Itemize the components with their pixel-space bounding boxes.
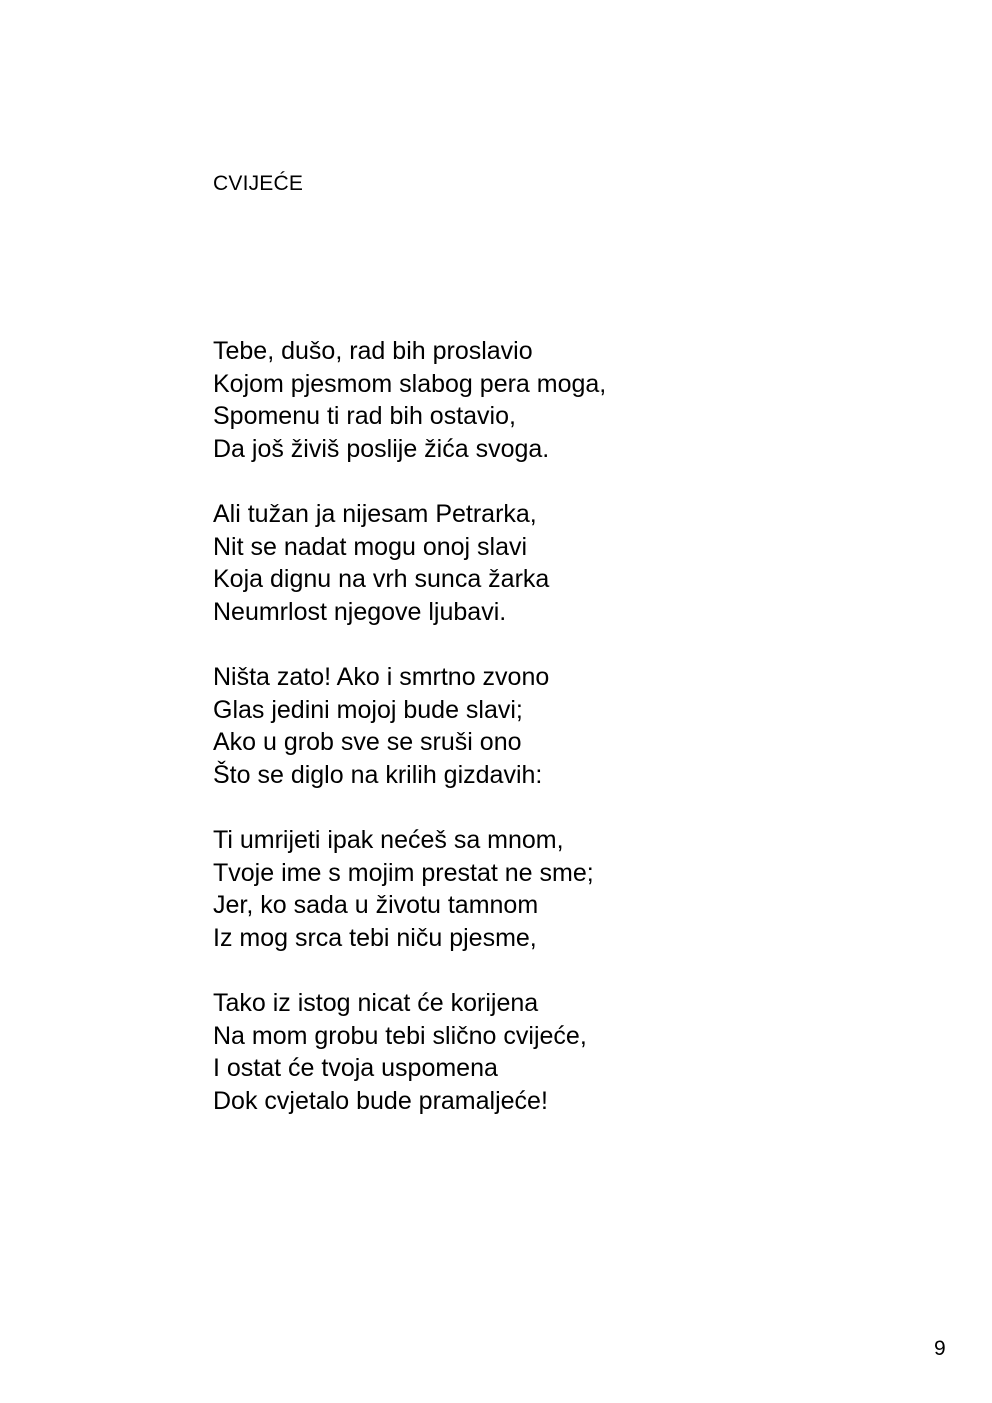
poem-line: Što se diglo na krilih gizdavih: [213,760,543,789]
poem-line: Koja dignu na vrh sunca žarka [213,565,550,593]
stanza [213,987,773,1117]
page-number: 9 [934,1337,946,1360]
poem-line: Tvoje ime s mojim prestat ne sme; [213,858,594,887]
poem-line: Da još živiš poslije žića svoga. [213,434,550,463]
poem-line: Na mom grobu tebi slično cvijeće, [213,1021,587,1050]
stanza [213,335,773,465]
poem-line: Ali tužan ja nijesam Petrarka, [213,500,537,528]
poem-line: Ako u grob sve se sruši ono [213,728,522,756]
poem-line: Tebe, dušo, rad bih proslavio [213,337,533,365]
poem-line: Iz mog srca tebi niču pjesme, [213,923,537,952]
poem-line: Neumrlost njegove ljubavi. [213,597,507,626]
poem-body [213,335,773,1150]
poem-line: Dok cvjetalo bude pramaljeće! [213,1086,548,1115]
poem-line: Tako iz istog nicat će korijena [213,989,539,1017]
poem-line: Ti umrijeti ipak nećeš sa mnom, [213,826,564,854]
poem-line: Jer, ko sada u životu tamnom [213,891,539,919]
poem-line: Glas jedini mojoj bude slavi; [213,695,523,724]
stanza [213,824,773,954]
poem-line: I ostat će tvoja uspomena [213,1054,498,1082]
stanza [213,498,773,628]
stanza [213,661,773,791]
poem-line: Nit se nadat mogu onoj slavi [213,532,528,561]
poem-line: Kojom pjesmom slabog pera moga, [213,369,607,398]
poem-title: CVIJEĆE [213,172,304,195]
poem-line: Spomenu ti rad bih ostavio, [213,402,516,430]
poem-line: Ništa zato! Ako i smrtno zvono [213,663,550,691]
